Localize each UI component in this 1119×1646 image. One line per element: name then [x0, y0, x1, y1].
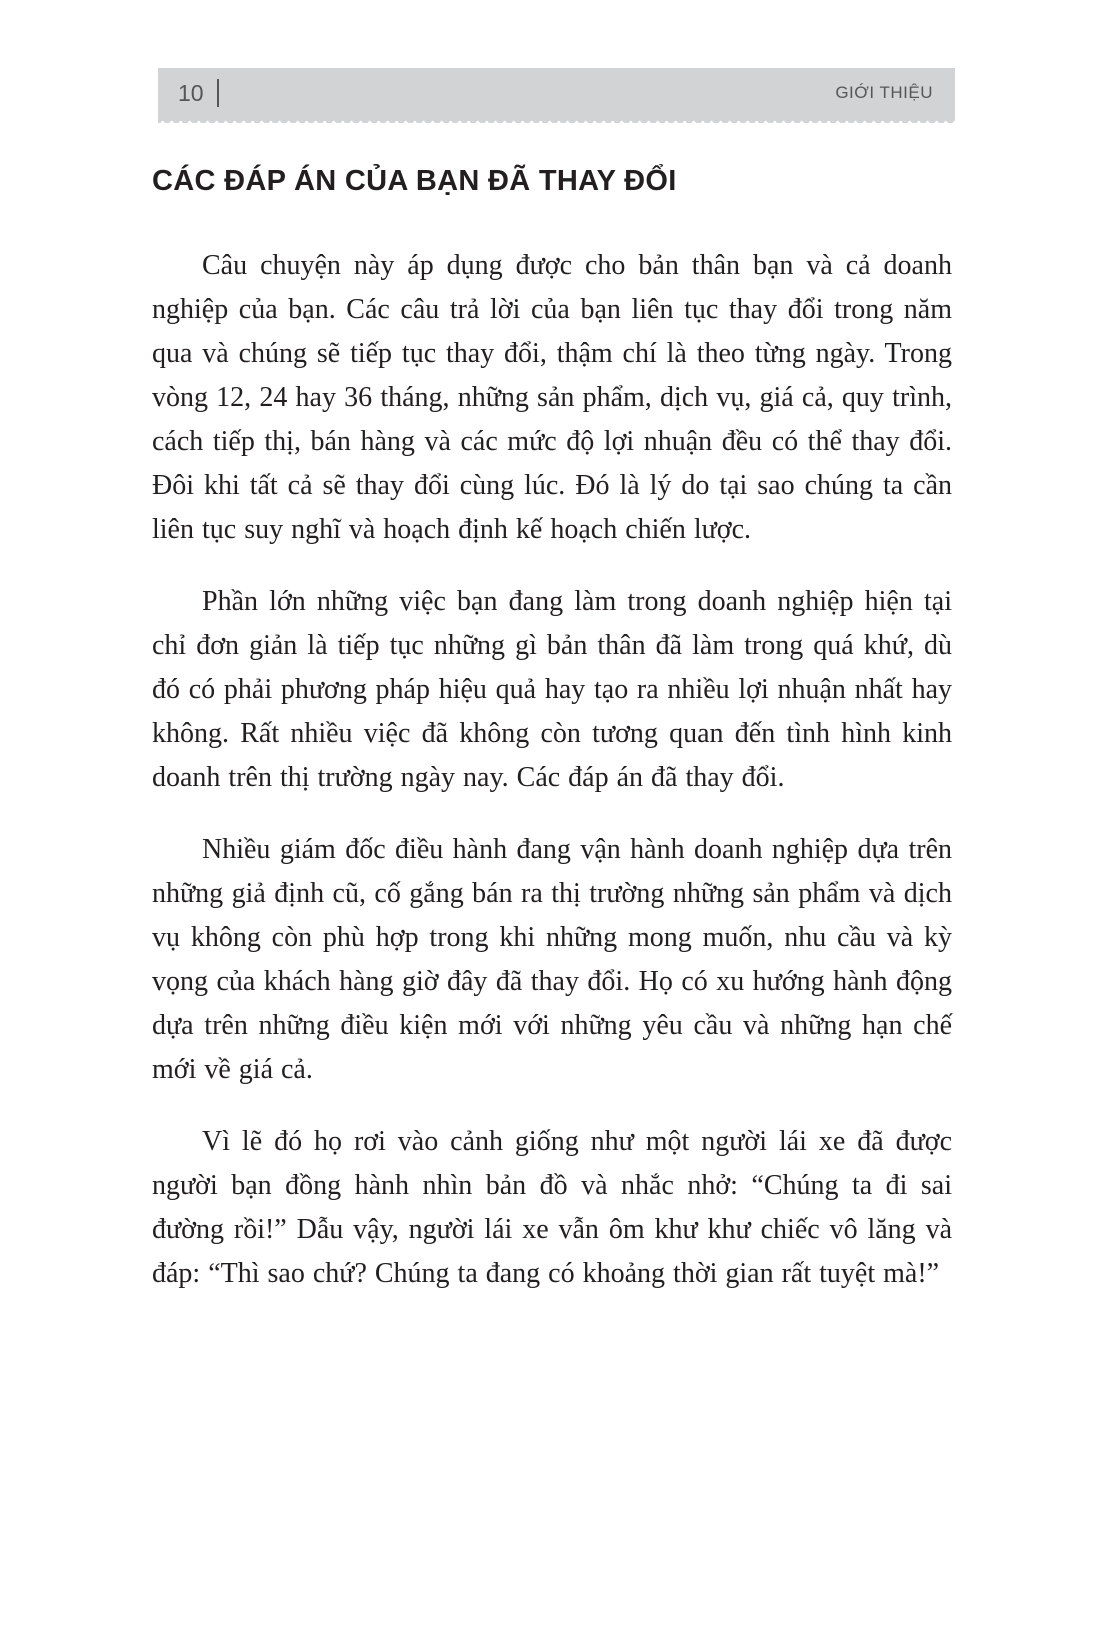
header-divider — [217, 79, 219, 107]
page-header — [158, 68, 955, 123]
body-paragraph: Phần lớn những việc bạn đang làm trong doanh nghiệp hiện tại chỉ đơn giản là tiếp tục những gì bản thân đã làm trong quá khứ, dù đó có phải phương pháp hiệu quả hay tạo ra nhiều lợi nhuận nhất hay không. Rất nhiều việc đã không còn tương quan đến tình hình kinh doanh trên thị trường ngày nay. Các đáp án đã thay đổi. — [152, 586, 952, 793]
page-content — [152, 165, 952, 1324]
body-paragraph: Nhiều giám đốc điều hành đang vận hành doanh nghiệp dựa trên những giả định cũ, cố gắng bán ra thị trường những sản phẩm và dịch vụ không còn phù hợp trong khi những mong muốn, nhu cầu và kỳ vọng của khách hàng giờ đây đã thay đổi. Họ có xu hướng hành động dựa trên những điều kiện mới với những yêu cầu và những hạn chế mới về giá cả. — [152, 834, 952, 1085]
page-number — [178, 79, 219, 107]
running-section-title: GIỚI THIỆU — [835, 83, 933, 102]
running-header-bar — [158, 68, 955, 118]
chapter-heading: CÁC ĐÁP ÁN CỦA BẠN ĐÃ THAY ĐỔI — [152, 165, 677, 197]
body-paragraph: Vì lẽ đó họ rơi vào cảnh giống như một người lái xe đã được người bạn đồng hành nhìn bản đồ và nhắc nhở: “Chúng ta đi sai đường rồi!” Dẫu vậy, người lái xe vẫn ôm khư khư chiếc vô lăng và đáp: “Thì sao chứ? Chúng ta đang có khoảng thời gian rất tuyệt mà!” — [152, 1126, 952, 1289]
body-paragraph: Câu chuyện này áp dụng được cho bản thân bạn và cả doanh nghiệp của bạn. Các câu trả lời của bạn liên tục thay đổi trong năm qua và chúng sẽ tiếp tục thay đổi, thậm chí là theo từng ngày. Trong vòng 12, 24 hay 36 tháng, những sản phẩm, dịch vụ, giá cả, quy trình, cách tiếp thị, bán hàng và các mức độ lợi nhuận đều có thể thay đổi. Đôi khi tất cả sẽ thay đổi cùng lúc. Đó là lý do tại sao chúng ta cần liên tục suy nghĩ và hoạch định kế hoạch chiến lược. — [152, 250, 952, 545]
zigzag-edge — [158, 118, 955, 123]
page-number-value: 10 — [178, 79, 204, 106]
